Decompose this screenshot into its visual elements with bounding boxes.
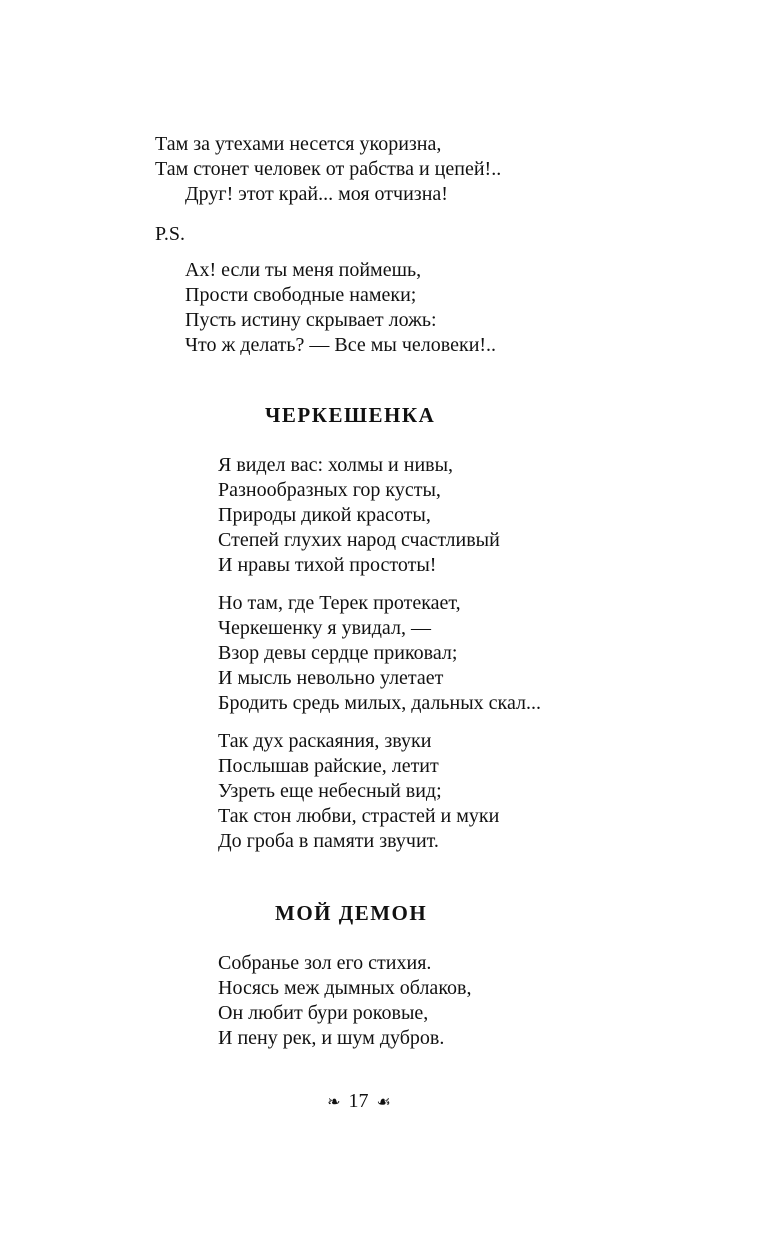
poem2-s1-line-3: Он любит бури роковые, (218, 1002, 429, 1024)
poem1-s2-line-4: И мысль невольно улетает (218, 667, 444, 689)
ps-line-1: Ах! если ты меня поймешь, (185, 259, 422, 281)
poem1-s3-line-1: Так дух раскаяния, звуки (218, 730, 432, 752)
poem2-s1-line-1: Собранье зол его стихия. (218, 952, 432, 974)
poem1-s2-line-2: Черкешенку я увидал, — (218, 617, 431, 639)
ps-label: P.S. (155, 223, 186, 245)
intro-line-3: Друг! этот край... моя отчизна! (185, 183, 448, 205)
poem2-s1-line-2: Носясь меж дымных облаков, (218, 977, 472, 999)
poem1-s3-line-3: Узреть еще небесный вид; (218, 780, 442, 802)
poem1-s3-line-5: До гроба в памяти звучит. (218, 830, 439, 852)
intro-line-2: Там стонет человек от рабства и цепей!.. (155, 158, 502, 180)
poem-title-cherkeshenka: ЧЕРКЕШЕНКА (265, 403, 436, 427)
poem1-s1-line-5: И нравы тихой простоты! (218, 554, 437, 576)
poem1-s3-line-4: Так стон любви, страстей и муки (218, 805, 500, 827)
ps-line-3: Пусть истину скрывает ложь: (185, 309, 437, 331)
poem1-s1-line-4: Степей глухих народ счастливый (218, 529, 500, 551)
poem-title-moi-demon: МОЙ ДЕМОН (275, 901, 428, 925)
page-number: 17 (348, 1090, 369, 1112)
left-ornament-icon: ❧ (327, 1094, 341, 1112)
right-ornament-icon: ☙ (376, 1094, 391, 1112)
poem1-s2-line-5: Бродить средь милых, дальных скал... (218, 692, 542, 714)
poem1-s2-line-1: Но там, где Терек протекает, (218, 592, 461, 614)
poem2-s1-line-4: И пену рек, и шум дубров. (218, 1027, 445, 1049)
poem1-s3-line-2: Послышав райские, летит (218, 755, 439, 777)
intro-line-1: Там за утехами несется укоризна, (155, 133, 442, 155)
poem1-s1-line-2: Разнообразных гор кусты, (218, 479, 441, 501)
ps-line-2: Прости свободные намеки; (185, 284, 417, 306)
ps-line-4: Что ж делать? — Все мы человеки!.. (185, 334, 497, 356)
page-folio (0, 1090, 718, 1113)
poem1-s1-line-3: Природы дикой красоты, (218, 504, 431, 526)
poem1-s1-line-1: Я видел вас: холмы и нивы, (218, 454, 454, 476)
poem1-s2-line-3: Взор девы сердце приковал; (218, 642, 458, 664)
